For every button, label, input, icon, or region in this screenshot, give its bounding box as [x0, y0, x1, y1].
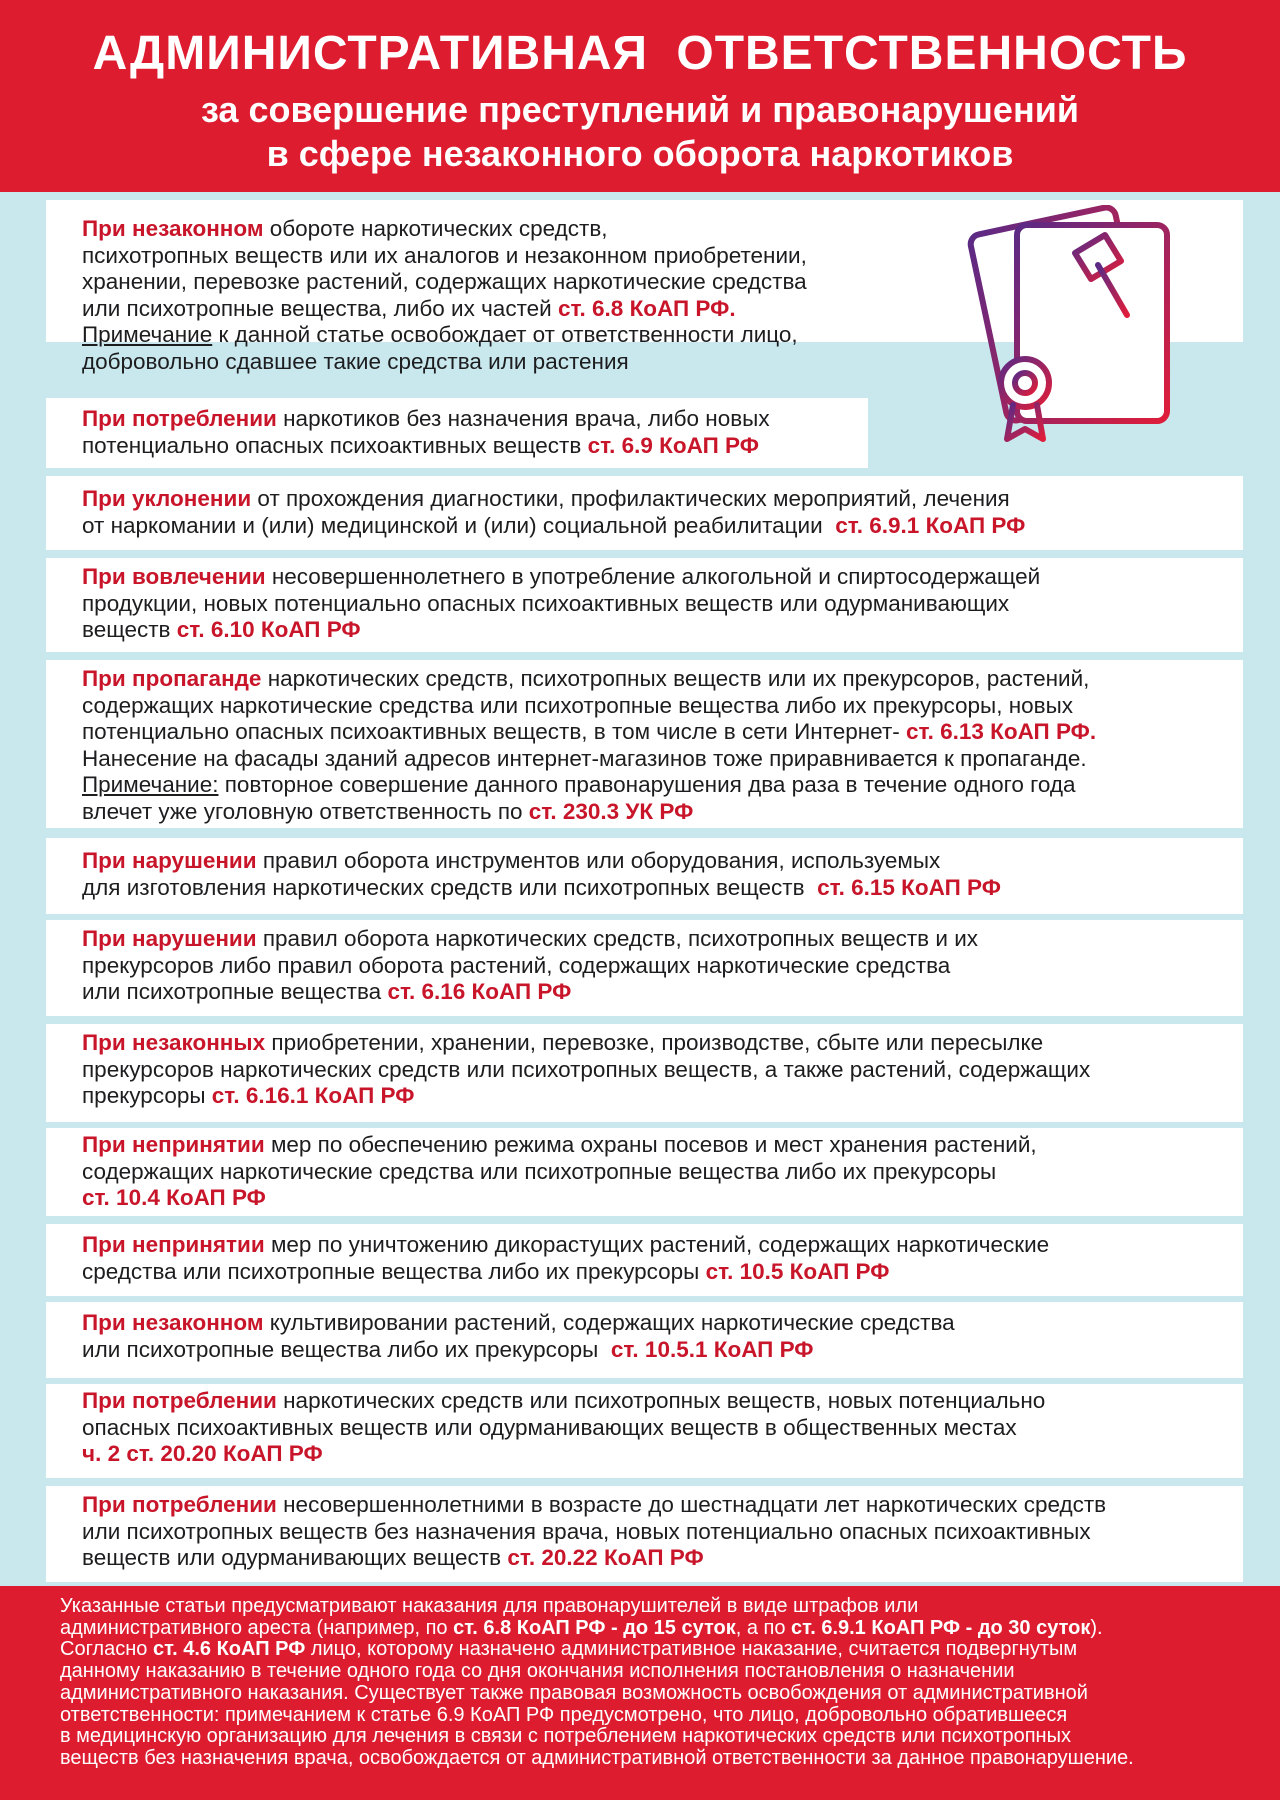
list-item: При незаконном обороте наркотических средств, психотропных веществ или их аналогов и незаконном приобретении, хранении, перевозке растений, содержащих наркотические средства или психотропные вещества, либо их частей ст. 6.8 КоАП РФ. Примечание к данной статье освобождает от ответственности лицо, добровольно сдавшее такие средства или растения	[38, 200, 1243, 342]
article-reference: ст. 10.5 КоАП РФ	[705, 1258, 890, 1284]
legal-document-icon	[965, 205, 1215, 455]
page-subtitle	[0, 88, 1280, 176]
list-item: При непринятии мер по обеспечению режима охраны посевов и мест хранения растений, содержащих наркотические средства или психотропные вещества либо их прекурсоры ст. 10.4 КоАП РФ	[38, 1128, 1243, 1216]
list-item: При вовлечении несовершеннолетнего в употребление алкогольной и спиртосодержащей продукции, новых потенциально опасных психоактивных веществ или одурманивающих веществ ст. 6.10 КоАП РФ	[38, 558, 1243, 652]
article-reference: ст. 10.5.1 КоАП РФ	[610, 1336, 814, 1362]
article-reference: ст. 6.8 КоАП РФ.	[557, 295, 736, 321]
article-reference: ст. 20.22 КоАП РФ	[507, 1545, 704, 1570]
article-reference: ст. 6.16.1 КоАП РФ	[211, 1083, 415, 1108]
article-reference: ст. 6.9 КоАП РФ	[587, 432, 759, 458]
item-lead: При незаконном	[82, 216, 264, 241]
article-reference: ст. 6.13 КоАП РФ.	[906, 719, 1097, 744]
list-item: При непринятии мер по уничтожению дикорастущих растений, содержащих наркотические средства или психотропные вещества либо их прекурсоры ст. 10.5 КоАП РФ	[38, 1224, 1243, 1296]
article-reference: ст. 230.3 УК РФ	[528, 798, 694, 824]
list-item: При нарушении правил оборота наркотических средств, психотропных веществ и их прекурсоров либо правил оборота растений, содержащих наркотические средства или психотропные вещества ст. 6.16 КоАП РФ	[38, 920, 1243, 1016]
article-reference: ст. 10.4 КоАП РФ	[82, 1185, 266, 1210]
note-label: Примечание	[82, 322, 213, 347]
left-decor-strip	[0, 192, 34, 1586]
list-item: При потреблении наркотиков без назначения врача, либо новых потенциально опасных психоактивных веществ ст. 6.9 КоАП РФ	[38, 398, 868, 468]
article-reference: ст. 6.16 КоАП РФ	[387, 979, 572, 1004]
list-item: При уклонении от прохождения диагностики, профилактических мероприятий, лечения от наркомании и (или) медицинской и (или) социальной реабилитации ст. 6.9.1 КоАП РФ	[38, 476, 1243, 550]
article-reference: ч. 2 ст. 20.20 КоАП РФ	[82, 1441, 323, 1466]
article-reference: ст. 6.10 КоАП РФ	[176, 617, 361, 642]
article-reference: ст. 6.15 КоАП РФ	[817, 874, 1001, 900]
page-title: АДМИНИСТРАТИВНАЯ ОТВЕТСТВЕННОСТЬ	[92, 27, 1188, 80]
subtitle-line-2: в сфере незаконного оборота наркотиков	[266, 133, 1014, 174]
note-label: Примечание:	[82, 772, 219, 797]
poster-header	[0, 0, 1280, 192]
list-item: При незаконном культивировании растений, содержащих наркотические средства или психотропные вещества либо их прекурсоры ст. 10.5.1 КоАП РФ	[38, 1302, 1243, 1378]
list-item: При потреблении несовершеннолетними в возрасте до шестнадцати лет наркотических средств или психотропных веществ без назначения врача, новых потенциально опасных психоактивных веществ или одурманивающих веществ ст. 20.22 КоАП РФ	[38, 1486, 1243, 1582]
legal-document-gavel-seal-icon	[965, 205, 1215, 455]
list-item: При пропаганде наркотических средств, психотропных веществ или их прекурсоров, растений, содержащих наркотические средства или психотропные вещества либо их прекурсоры, новых потенциально опасных психоактивных веществ, в том числе в сети Интернет- ст. 6.13 КоАП РФ. Нанесение на фасады зданий адресов интернет-магазинов тоже приравнивается к пропаганде. Примечание: повторное совершение данного правонарушения два раза в течение одного года влечет уже уголовную ответственность по ст. 230.3 УК РФ	[38, 660, 1243, 828]
list-item: При потреблении наркотических средств или психотропных веществ, новых потенциально опасных психоактивных веществ или одурманивающих веществ в общественных местах ч. 2 ст. 20.20 КоАП РФ	[38, 1384, 1243, 1478]
footer-notice: Указанные статьи предусматривают наказания для правонарушителей в виде штрафов или административного ареста (например, по ст. 6.8 КоАП РФ - до 15 суток, а по ст. 6.9.1 КоАП РФ - до 30 суток). Согласно ст. 4.6 КоАП РФ лицо, которому назначено административное наказание, считается подвергнутым данному наказанию в течение одного года со дня окончания исполнения постановления о назначении административного наказания. Существует также правовая возможность освобождения от административной ответственности: примечанием к статье 6.9 КоАП РФ предусмотрено, что лицо, добровольно обратившееся в медицинскую организацию для лечения в связи с потреблением наркотических средств или психотропных веществ без назначения врача, освобождается от административной ответственности за данное правонарушение.	[0, 1586, 1280, 1800]
subtitle-line-1: за совершение преступлений и правонарушений	[201, 89, 1079, 130]
list-item: При нарушении правил оборота инструментов или оборудования, используемых для изготовления наркотических средств или психотропных веществ ст. 6.15 КоАП РФ	[38, 838, 1243, 914]
list-item: При незаконных приобретении, хранении, перевозке, производстве, сбыте или пересылке прекурсоров наркотических средств или психотропных веществ, а также растений, содержащих прекурсоры ст. 6.16.1 КоАП РФ	[38, 1024, 1243, 1122]
article-reference: ст. 6.9.1 КоАП РФ	[835, 512, 1026, 538]
